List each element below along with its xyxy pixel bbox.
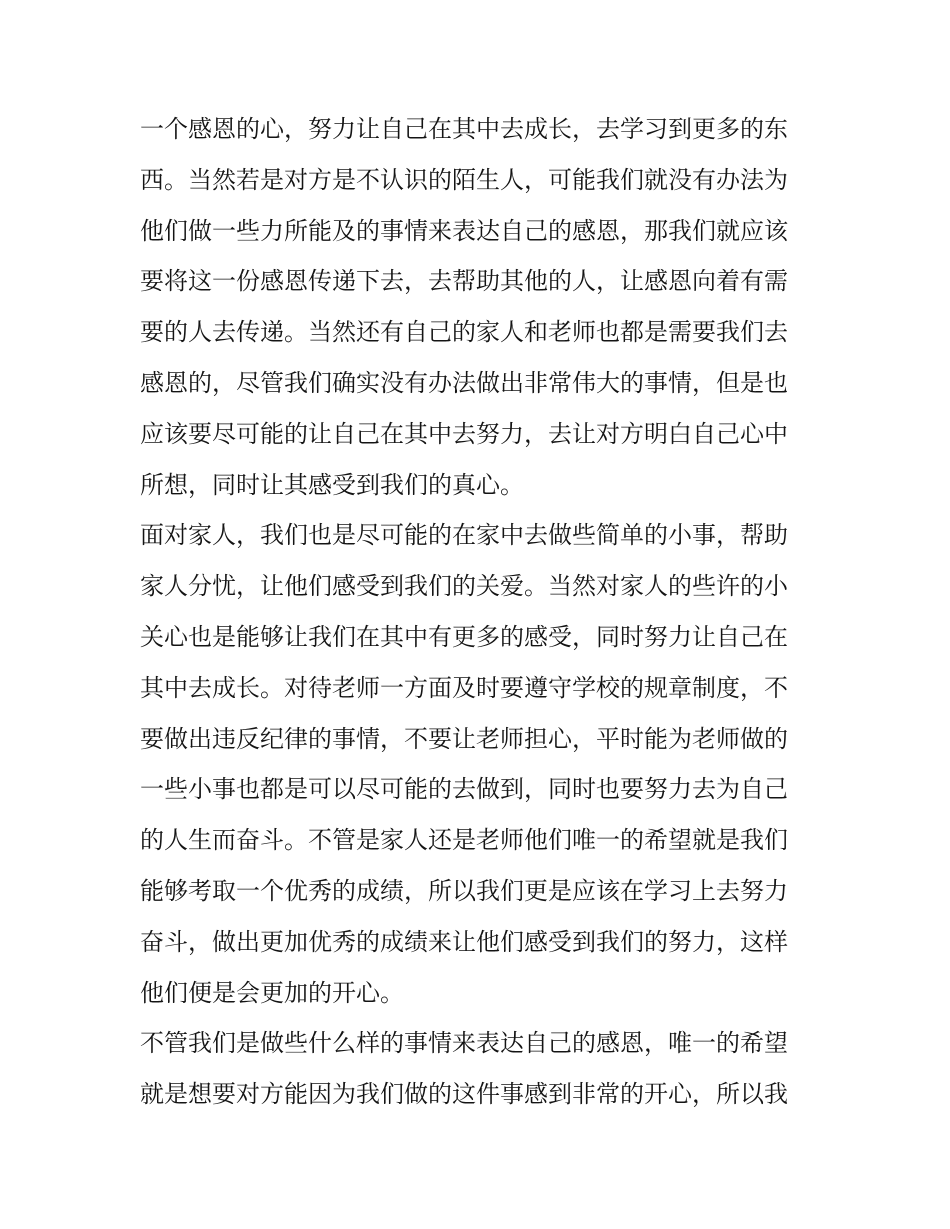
text-line: 面对家人，我们也是尽可能的在家中去做些简单的小事，帮助 [140, 521, 788, 550]
text-line: 就是想要对方能因为我们做的这件事感到非常的开心，所以我 [140, 1080, 788, 1109]
text-line: 他们做一些力所能及的事情来表达自己的感恩，那我们就应该 [140, 216, 788, 245]
body-text [140, 104, 816, 1120]
text-line: 应该要尽可能的让自己在其中去努力，去让对方明白自己心中 [140, 419, 788, 448]
text-line: 关心也是能够让我们在其中有更多的感受，同时努力让自己在 [140, 622, 788, 651]
text-line: 感恩的，尽管我们确实没有办法做出非常伟大的事情，但是也 [140, 368, 788, 397]
text-line: 西。当然若是对方是不认识的陌生人，可能我们就没有办法为 [140, 165, 788, 194]
text-line: 其中去成长。对待老师一方面及时要遵守学校的规章制度，不 [140, 673, 788, 702]
text-line: 家人分忧，让他们感受到我们的关爱。当然对家人的些许的小 [140, 572, 788, 601]
text-line: 能够考取一个优秀的成绩，所以我们更是应该在学习上去努力 [140, 876, 788, 905]
text-line: 要的人去传递。当然还有自己的家人和老师也都是需要我们去 [140, 318, 788, 347]
text-line: 要做出违反纪律的事情，不要让老师担心，平时能为老师做的 [140, 724, 788, 753]
text-line: 奋斗，做出更加优秀的成绩来让他们感受到我们的努力，这样 [140, 927, 788, 956]
text-line: 的人生而奋斗。不管是家人还是老师他们唯一的希望就是我们 [140, 826, 788, 855]
text-line: 一个感恩的心，努力让自己在其中去成长，去学习到更多的东 [140, 115, 788, 143]
text-line: 他们便是会更加的开心。 [140, 978, 404, 1007]
text-line: 一些小事也都是可以尽可能的去做到，同时也要努力去为自己 [140, 775, 788, 804]
text-line: 不管我们是做些什么样的事情来表达自己的感恩，唯一的希望 [140, 1029, 788, 1058]
text-line: 所想，同时让其感受到我们的真心。 [140, 470, 524, 499]
text-line: 要将这一份感恩传递下去，去帮助其他的人，让感恩向着有需 [140, 267, 788, 296]
